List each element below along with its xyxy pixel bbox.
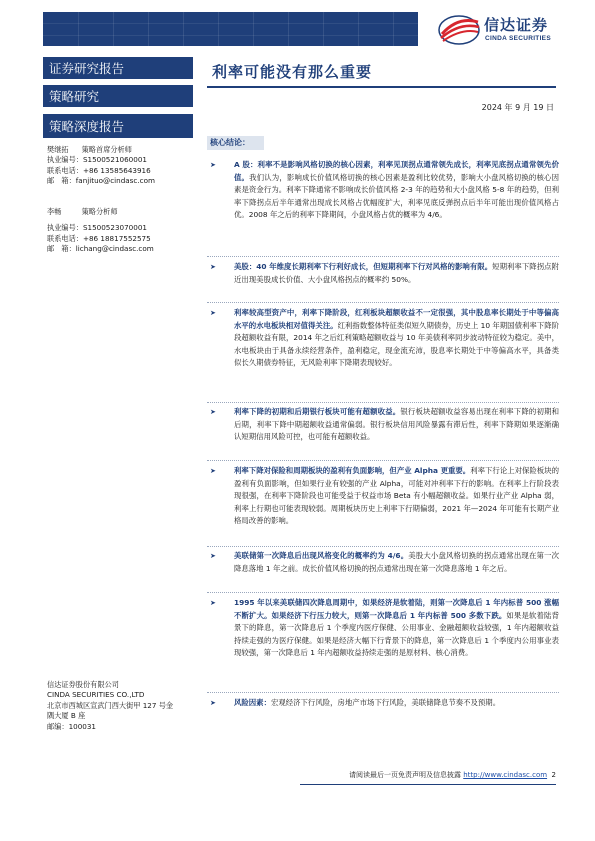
footer-divider bbox=[300, 784, 556, 785]
point-divider bbox=[207, 302, 559, 303]
conclusion-point bbox=[207, 406, 559, 444]
conclusion-point bbox=[207, 307, 559, 370]
point-divider bbox=[207, 460, 559, 461]
point-headline: 利率下降对保险和周期板块的盈利有负面影响，但产业 Alpha 更重要。 bbox=[234, 466, 471, 475]
point-headline: 利率下降的初期和后期银行板块可能有超额收益。 bbox=[234, 407, 401, 416]
point-divider bbox=[207, 256, 559, 257]
analyst-role: 策略首席分析师 bbox=[81, 145, 132, 154]
conclusion-point bbox=[207, 597, 559, 660]
point-text: 红利指数整体特征类似短久期债券，历史上 10 年期国债利率下降阶段超额收益有限，2014 年之后红利策略超额收益与 10 年美债利率同步波动特征较为稳定。美中，水电板块由于具备永续经营条件，盈利稳定，现金流充沛，股息率长期处于中等偏高水平，具备类似长久期债券特征，无风险利率下降期表现较好。 bbox=[234, 320, 559, 368]
arrow-bullet-icon: ➤ bbox=[210, 699, 216, 707]
cert-number: S1500523070001 bbox=[82, 223, 147, 233]
analyst-2-block bbox=[47, 207, 154, 255]
point-divider bbox=[207, 402, 559, 403]
arrow-bullet-icon: ➤ bbox=[210, 263, 216, 271]
email-address[interactable]: fanjituo@cindasc.com bbox=[75, 176, 156, 186]
analyst-name: 李畅 bbox=[47, 207, 62, 216]
website-link[interactable]: http://www.cindasc.com bbox=[463, 771, 548, 779]
point-divider bbox=[207, 592, 559, 593]
arrow-bullet-icon: ➤ bbox=[210, 552, 216, 560]
point-headline: A 股：利率不是影响风格切换的核心因素，利率见顶拐点通常领先成长，利率见底拐点通常领先价值。 bbox=[234, 160, 559, 182]
phone-label: 联系电话： bbox=[47, 233, 83, 243]
conclusion-point bbox=[207, 697, 559, 710]
point-text: 如果是软着陆背景下的降息，第一次降息后 1 个季度内医疗保健、公用事业、金融超额收益较强，1 年内超额收益持续走强的为医疗保健。如果是经济大幅下行背景下的降息，第一次降息后 1 个季度内公用事业表现较强，第一次降息后 1 年内超额收益持续走强的是原材料、核心消费。 bbox=[234, 610, 559, 658]
company-address-2: 隅大厦 B 座 bbox=[47, 711, 86, 721]
page-footer bbox=[300, 770, 556, 780]
point-text: 美股大小盘风格切换的拐点通常出现在第一次降息落地 1 年之前。成长价值风格切换的拐点通常出现在第一次降息落地 1 年之后。 bbox=[234, 551, 559, 573]
conclusion-point bbox=[207, 465, 559, 528]
point-text: 短期利率下降拐点附近出现美股成长价值、大小盘风格拐点的概率约 50%。 bbox=[234, 262, 559, 284]
logo-text-cn: 信达证券 bbox=[484, 16, 549, 34]
point-text: 利率下行论上对保险板块的盈利有负面影响，但如果行业有较强的产业 Alpha，可能对冲利率下行的影响。在利率上行阶段表现很强，在利率下降阶段也可能受益于权益市场 Beta 有小幅超额收益。如果行业产业 Alpha 弱，利率上行期也可能表现较弱。周期板块历史上利率下行期偏弱，2021 年—2024 年可能有长期产业格局改善的影响。 bbox=[234, 466, 559, 526]
cert-label: 执业编号： bbox=[47, 223, 83, 233]
point-headline: 美股：40 年维度长期利率下行利好成长，但短期利率下行对风格的影响有限。 bbox=[234, 262, 493, 271]
company-logo bbox=[438, 14, 556, 46]
conclusion-point bbox=[207, 261, 559, 286]
arrow-bullet-icon: ➤ bbox=[210, 408, 216, 416]
email-address[interactable]: lichang@cindasc.com bbox=[75, 244, 154, 254]
report-title: 利率可能没有那么重要 bbox=[212, 63, 373, 81]
core-conclusion-label: 核心结论： bbox=[207, 136, 264, 150]
arrow-bullet-icon: ➤ bbox=[210, 467, 216, 475]
point-headline: 美联储第一次降息后出现风格变化的概率约为 4/6。 bbox=[234, 551, 409, 560]
category-banner: 策略研究 bbox=[43, 85, 193, 107]
conclusion-point bbox=[207, 159, 559, 222]
point-text: 银行板块超额收益容易出现在利率下降的初期和后期，利率下降中期超额收益通常偏弱。银行板块信用风险暴露有滞后性，利率下降期如果逐渐确认短期信用风险可控，也可能有超额收益。 bbox=[234, 407, 559, 442]
company-postcode: 邮编：100031 bbox=[47, 721, 97, 731]
email-label: 邮 箱： bbox=[47, 244, 76, 254]
report-type-banner: 证券研究报告 bbox=[43, 57, 193, 79]
header-banner bbox=[43, 12, 418, 46]
point-text: 我们认为，影响成长价值风格切换的核心因素是盈利比较优势，影响大小盘风格切换的核心因素是资金行为。利率下降通常不影响成长价值风格 2-3 年的趋势和大小盘风格 5-8 年的趋势，但利率下降拐点后半年通常出现成长风格占优幅度扩大，利率见底反弹拐点后半年可能出现价值风格占优。2008 年之后的利率下降期间，小盘风格占优的概率为 4/6。 bbox=[234, 172, 559, 220]
cert-number: S1500521060001 bbox=[82, 155, 147, 165]
title-divider bbox=[207, 86, 556, 88]
arrow-bullet-icon: ➤ bbox=[210, 161, 216, 169]
company-name-en: CINDA SECURITIES CO.,LTD bbox=[47, 690, 145, 700]
disclaimer-text: 请阅读最后一页免责声明及信息披露 bbox=[349, 771, 464, 779]
phone-number: +86 13585643916 bbox=[82, 165, 151, 175]
company-address-1: 北京市西城区宣武门西大街甲 127 号金 bbox=[47, 700, 174, 710]
subcategory-banner: 策略深度报告 bbox=[43, 114, 193, 138]
company-info bbox=[47, 680, 173, 732]
arrow-bullet-icon: ➤ bbox=[210, 309, 216, 317]
point-headline: 利率较高型资产中，利率下降阶段，红利板块超额收益不一定很强，其中股息率长期处于中等偏高水平的水电板块相对值得关注。 bbox=[234, 308, 559, 330]
point-text: 宏观经济下行风险，房地产市场下行风险，美联储降息节奏不及预期。 bbox=[270, 698, 501, 707]
conclusion-point bbox=[207, 550, 559, 575]
point-divider bbox=[207, 692, 559, 693]
email-label: 邮 箱： bbox=[47, 176, 76, 186]
point-headline: 风险因素： bbox=[234, 698, 271, 707]
phone-number: +86 18817552575 bbox=[82, 233, 151, 243]
phone-label: 联系电话： bbox=[47, 165, 83, 175]
analyst-role: 策略分析师 bbox=[81, 207, 118, 216]
page-number: 2 bbox=[551, 771, 556, 779]
point-divider bbox=[207, 546, 559, 547]
analyst-name: 樊继拓 bbox=[47, 145, 69, 154]
analyst-1-block bbox=[47, 145, 155, 187]
arrow-bullet-icon: ➤ bbox=[210, 599, 216, 607]
report-date: 2024 年 9 月 19 日 bbox=[481, 103, 554, 112]
point-headline: 1995 年以来美联储四次降息周期中，如果经济是软着陆，则第一次降息后 1 年内标普 500 涨幅不断扩大。如果经济下行压力较大，则第一次降息后 1 年内标普 500 多数下跌。 bbox=[234, 598, 559, 620]
logo-mark-icon bbox=[438, 14, 482, 46]
company-name-cn: 信达证券股份有限公司 bbox=[47, 680, 119, 689]
logo-text-en: CINDA SECURITIES bbox=[485, 35, 551, 42]
cert-label: 执业编号： bbox=[47, 155, 83, 165]
